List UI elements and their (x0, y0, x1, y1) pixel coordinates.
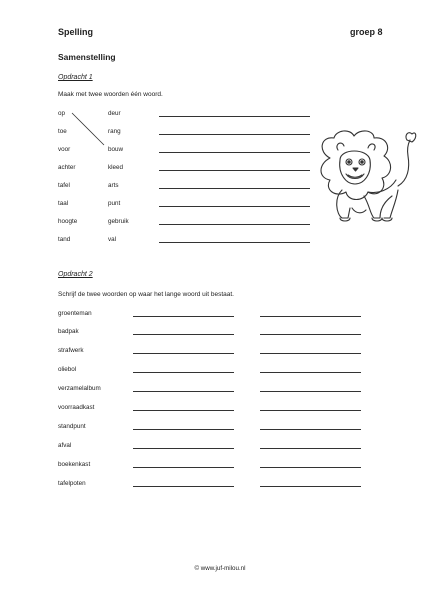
right-word: deur (108, 110, 121, 117)
answer-line-first[interactable] (133, 429, 234, 430)
answer-line-second[interactable] (260, 429, 361, 430)
left-word: taal (58, 200, 69, 207)
answer-line-first[interactable] (133, 467, 234, 468)
compound-word: strafwerk (58, 347, 84, 354)
answer-line-second[interactable] (260, 316, 361, 317)
grade-label: groep 8 (350, 27, 383, 37)
answer-line-second[interactable] (260, 410, 361, 411)
right-word: kleed (108, 164, 124, 171)
right-word: punt (108, 200, 121, 207)
answer-line[interactable] (159, 152, 310, 153)
answer-line-second[interactable] (260, 353, 361, 354)
example-connector-line (60, 108, 110, 152)
answer-line-first[interactable] (133, 334, 234, 335)
left-word: hoogte (58, 218, 78, 225)
compound-word: tafelpoten (58, 480, 86, 487)
answer-line[interactable] (159, 224, 310, 225)
compound-word: voorraadkast (58, 404, 95, 411)
left-word: tafel (58, 182, 70, 189)
left-word: achter (58, 164, 76, 171)
exercise-2-title: Opdracht 2 (58, 271, 93, 278)
compound-word: boekenkast (58, 461, 91, 468)
answer-line-second[interactable] (260, 391, 361, 392)
answer-line-first[interactable] (133, 353, 234, 354)
compound-word: standpunt (58, 423, 86, 430)
compound-word: verzamelalbum (58, 385, 101, 392)
lion-icon (312, 128, 422, 228)
answer-line-second[interactable] (260, 467, 361, 468)
left-word: tand (58, 236, 71, 243)
right-word: val (108, 236, 117, 243)
answer-line-first[interactable] (133, 486, 234, 487)
answer-line[interactable] (159, 170, 310, 171)
compound-word: groenteman (58, 310, 92, 317)
compound-word: oliebol (58, 366, 77, 373)
compound-word: badpak (58, 328, 79, 335)
answer-line-second[interactable] (260, 486, 361, 487)
right-word: arts (108, 182, 119, 189)
right-word: bouw (108, 146, 124, 153)
exercise-1-title: Opdracht 1 (58, 74, 93, 81)
right-word: rang (108, 128, 121, 135)
answer-line-first[interactable] (133, 391, 234, 392)
left-word: toe (58, 128, 67, 135)
compound-word: afval (58, 442, 72, 449)
exercise-1-instruction: Maak met twee woorden één woord. (58, 91, 163, 98)
answer-line[interactable] (159, 242, 310, 243)
answer-line-first[interactable] (133, 448, 234, 449)
answer-line-first[interactable] (133, 316, 234, 317)
page-title: Spelling (58, 27, 94, 37)
answer-line-second[interactable] (260, 334, 361, 335)
left-word: op (58, 110, 66, 117)
answer-line[interactable] (159, 188, 310, 189)
exercise-2-instruction: Schrijf de twee woorden op waar het lange woord uit bestaat. (58, 291, 234, 298)
answer-line-first[interactable] (133, 372, 234, 373)
answer-line-second[interactable] (260, 448, 361, 449)
left-word: voor (58, 146, 71, 153)
answer-line-second[interactable] (260, 372, 361, 373)
answer-line[interactable] (159, 116, 310, 117)
right-word: gebruik (108, 218, 129, 225)
answer-line-first[interactable] (133, 410, 234, 411)
section-title: Samenstelling (58, 52, 116, 62)
footer-copyright: © www.juf-milou.nl (194, 565, 246, 572)
answer-line[interactable] (159, 134, 310, 135)
answer-line[interactable] (159, 206, 310, 207)
